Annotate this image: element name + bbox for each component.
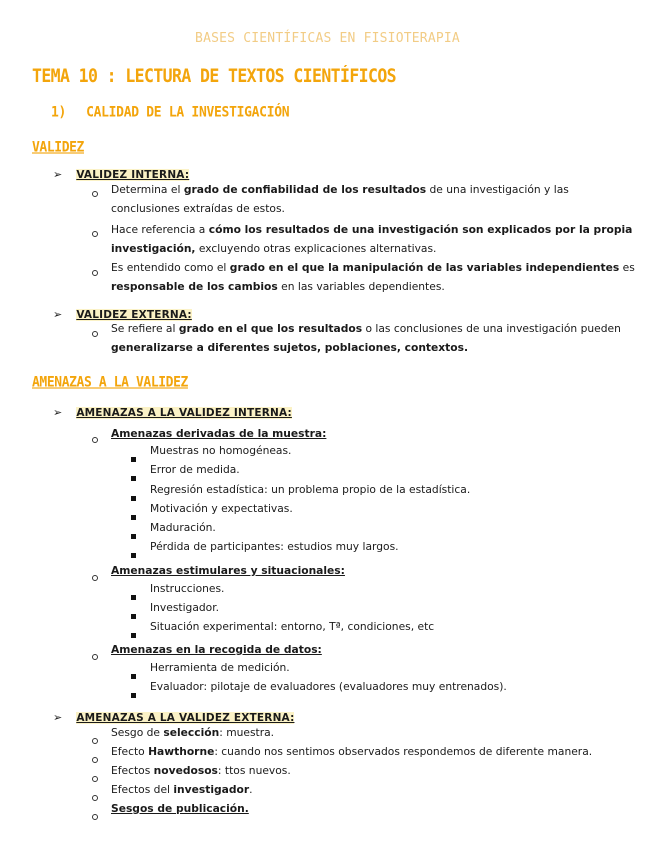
amenazas-externa-item-5: Sesgos de publicación. — [111, 802, 249, 815]
list-item: Pérdida de participantes: estudios muy largos. — [150, 540, 399, 553]
amenazas-externa-item-1: Sesgo de selección: muestra. — [111, 726, 275, 739]
square-bullet-icon — [131, 505, 136, 524]
square-bullet-icon — [131, 664, 136, 683]
page-title: TEMA 10 : LECTURA DE TEXTOS CIENTÍFICOS — [32, 65, 397, 87]
validez-externa-label: VALIDEZ EXTERNA: — [76, 309, 192, 321]
section-number: 1) — [51, 104, 67, 121]
circle-bullet-icon — [92, 805, 98, 824]
square-bullet-icon — [131, 543, 136, 562]
arrow-bullet-icon: ➢ — [53, 308, 63, 321]
amenazas-recogida-label: Amenazas en la recogida de datos: — [111, 643, 322, 656]
arrow-bullet-icon: ➢ — [53, 406, 63, 419]
amenazas-externa-label: AMENAZAS A LA VALIDEZ EXTERNA: — [76, 712, 295, 724]
list-item: Investigador. — [150, 601, 220, 614]
list-item: Muestras no homogéneas. — [150, 444, 292, 457]
amenazas-muestra-label: Amenazas derivadas de la muestra: — [111, 427, 327, 440]
circle-bullet-icon — [92, 428, 98, 447]
list-item: Maduración. — [150, 521, 216, 534]
validez-interna-bullet-3: Es entendido como el grado en el que la manipulación de las variables independientes es responsable de los cambios en las variables dependientes. — [111, 261, 635, 293]
list-item: Regresión estadística: un problema propio de la estadística. — [150, 483, 471, 496]
amenazas-interna-label: AMENAZAS A LA VALIDEZ INTERNA: — [76, 407, 292, 419]
arrow-bullet-icon: ➢ — [53, 711, 63, 724]
circle-bullet-icon — [92, 729, 98, 748]
square-bullet-icon — [131, 486, 136, 505]
amenazas-interna-item — [53, 401, 292, 420]
list-item: Herramienta de medición. — [150, 661, 290, 674]
validez-interna-bullet-2: Hace referencia a cómo los resultados de una investigación son explicados por la propia investigación, excluyendo otras explicaciones alternativas. — [111, 223, 633, 255]
circle-bullet-icon — [92, 748, 98, 767]
validez-interna-bullet-1: Determina el grado de confiabilidad de los resultados de una investigación y las conclusiones extraídas de estos. — [111, 183, 569, 215]
arrow-bullet-icon: ➢ — [53, 168, 63, 181]
list-item: Situación experimental: entorno, Tª, condiciones, etc — [150, 620, 435, 633]
section-title: CALIDAD DE LA INVESTIGACIÓN — [86, 104, 290, 121]
amenazas-externa-item-4: Efectos del investigador. — [111, 783, 253, 796]
amenazas-estimulares-label: Amenazas estimulares y situacionales: — [111, 564, 345, 577]
square-bullet-icon — [131, 585, 136, 604]
square-bullet-icon — [131, 604, 136, 623]
page-header: BASES CIENTÍFICAS EN FISIOTERAPIA — [195, 31, 460, 46]
validez-heading: VALIDEZ — [32, 139, 84, 156]
circle-bullet-icon — [92, 786, 98, 805]
list-item: Error de medida. — [150, 463, 240, 476]
circle-bullet-icon — [92, 322, 98, 341]
list-item: Motivación y expectativas. — [150, 502, 293, 515]
circle-bullet-icon — [92, 566, 98, 585]
amenazas-externa-item-2: Efecto Hawthorne: cuando nos sentimos observados respondemos de diferente manera. — [111, 745, 593, 758]
square-bullet-icon — [131, 683, 136, 702]
amenazas-externa-item-3: Efectos novedosos: ttos nuevos. — [111, 764, 291, 777]
section-heading — [51, 104, 289, 121]
list-item: Evaluador: pilotaje de evaluadores (evaluadores muy entrenados). — [150, 680, 507, 693]
circle-bullet-icon — [92, 645, 98, 664]
square-bullet-icon — [131, 466, 136, 485]
list-item: Instrucciones. — [150, 582, 225, 595]
amenazas-heading: AMENAZAS A LA VALIDEZ — [32, 374, 188, 391]
circle-bullet-icon — [92, 222, 98, 241]
validez-interna-label: VALIDEZ INTERNA: — [76, 169, 190, 181]
validez-externa-bullet-1: Se refiere al grado en el que los resultados o las conclusiones de una investigación pueden generalizarse a diferentes sujetos, poblaciones, contextos. — [111, 322, 621, 354]
circle-bullet-icon — [92, 182, 98, 201]
square-bullet-icon — [131, 524, 136, 543]
circle-bullet-icon — [92, 261, 98, 280]
circle-bullet-icon — [92, 767, 98, 786]
square-bullet-icon — [131, 447, 136, 466]
